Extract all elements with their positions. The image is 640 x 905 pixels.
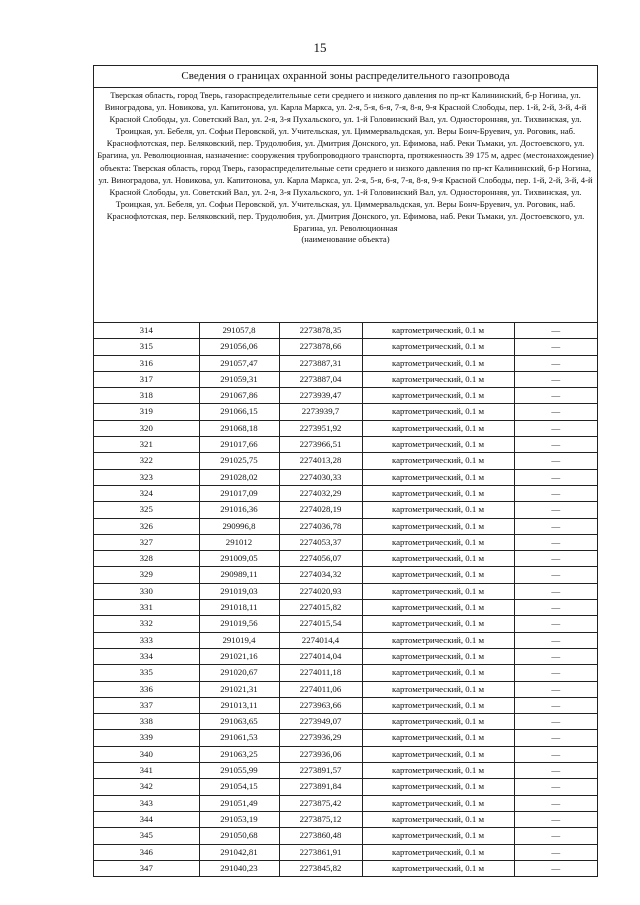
cell-method: картометрический, 0.1 м (362, 453, 514, 469)
cell-coord-y: 2274011,06 (279, 681, 362, 697)
cell-coord-y: 2273966,51 (279, 437, 362, 453)
cell-dash: — (514, 355, 597, 371)
cell-coord-y: 2274015,54 (279, 616, 362, 632)
cell-coord-x: 291050,68 (199, 828, 279, 844)
cell-point-number: 315 (94, 339, 199, 355)
cell-coord-y: 2273936,29 (279, 730, 362, 746)
table-row (94, 681, 597, 697)
coordinates-table-body (94, 323, 597, 876)
cell-coord-x: 291042,81 (199, 844, 279, 860)
cell-coord-y: 2273878,66 (279, 339, 362, 355)
table-row (94, 388, 597, 404)
cell-method: картометрический, 0.1 м (362, 485, 514, 501)
cell-coord-x: 291012 (199, 534, 279, 550)
cell-dash: — (514, 518, 597, 534)
cell-coord-y: 2274014,4 (279, 632, 362, 648)
cell-point-number: 346 (94, 844, 199, 860)
table-row (94, 534, 597, 550)
cell-dash: — (514, 404, 597, 420)
cell-method: картометрический, 0.1 м (362, 697, 514, 713)
table-row (94, 437, 597, 453)
cell-coord-x: 291020,67 (199, 665, 279, 681)
cell-method: картометрический, 0.1 м (362, 648, 514, 664)
cell-point-number: 318 (94, 388, 199, 404)
cell-dash: — (551, 862, 561, 873)
cell-coord-x: 291025,75 (199, 453, 279, 469)
cell-method: картометрический, 0.1 м (362, 420, 514, 436)
cell-method: картометрический, 0.1 м (362, 534, 514, 550)
cell-method: картометрический, 0.1 м (362, 437, 514, 453)
cell-dash: — (514, 714, 597, 730)
cell-dash: — (514, 600, 597, 616)
cell-method: картометрический, 0.1 м (362, 323, 514, 339)
cell-dash: — (514, 371, 597, 387)
cell-coord-x: 291059,31 (199, 371, 279, 387)
cell-point-number: 326 (94, 518, 199, 534)
table-row (94, 323, 597, 339)
cell-dash: — (514, 648, 597, 664)
table-row (94, 795, 597, 811)
cell-method: картометрический, 0.1 м (362, 714, 514, 730)
cell-dash: — (514, 420, 597, 436)
cell-coord-y: 2273963,66 (279, 697, 362, 713)
cell-coord-x: 291009,05 (199, 551, 279, 567)
cell-dash: — (514, 502, 597, 518)
cell-point-number: 343 (94, 795, 199, 811)
cell-coord-y: 2274028,19 (279, 502, 362, 518)
cell-method: картометрический, 0.1 м (362, 616, 514, 632)
cell-method: картометрический, 0.1 м (362, 600, 514, 616)
cell-coord-y: 2274030,33 (279, 469, 362, 485)
cell-coord-y: 2273887,31 (279, 355, 362, 371)
cell-coord-y: 2274015,82 (279, 600, 362, 616)
cell-dash: — (514, 811, 597, 827)
cell-dash: — (514, 339, 597, 355)
cell-point-number: 342 (94, 779, 199, 795)
cell-coord-x: 291017,66 (199, 437, 279, 453)
cell-method: картометрический, 0.1 м (362, 811, 514, 827)
cell-coord-y: 2273936,06 (279, 746, 362, 762)
table-row (94, 485, 597, 501)
cell-dash: — (514, 681, 597, 697)
cell-point-number: 317 (94, 371, 199, 387)
cell-dash: — (514, 453, 597, 469)
cell-coord-x: 291068,18 (199, 420, 279, 436)
table-row (94, 648, 597, 664)
cell-dash: — (514, 730, 597, 746)
object-description (94, 88, 597, 323)
cell-coord-y: 2273939,47 (279, 388, 362, 404)
cell-coord-y: 2273875,42 (279, 795, 362, 811)
cell-method: картометрический, 0.1 м (362, 860, 514, 876)
cell-point-number: 339 (94, 730, 199, 746)
cell-coord-x: 291054,15 (199, 779, 279, 795)
cell-coord-x: 291040,23 (199, 860, 279, 876)
cell-coord-x: 291019,03 (199, 583, 279, 599)
cell-coord-y: 2273949,07 (279, 714, 362, 730)
cell-coord-x: 291057,8 (199, 323, 279, 339)
cell-coord-y: 2273887,04 (279, 371, 362, 387)
table-row (94, 518, 597, 534)
cell-method: картометрический, 0.1 м (362, 746, 514, 762)
cell-method: картометрический, 0.1 м (362, 551, 514, 567)
cell-point-number: 333 (94, 632, 199, 648)
cell-point-number: 330 (94, 583, 199, 599)
cell-point-number: 331 (94, 600, 199, 616)
cell-point-number: 320 (94, 420, 199, 436)
cell-method: картометрический, 0.1 м (362, 469, 514, 485)
cell-point-number: 344 (94, 811, 199, 827)
cell-coord-y: 2274020,93 (279, 583, 362, 599)
cell-coord-x: 291053,19 (199, 811, 279, 827)
cell-dash: — (514, 844, 597, 860)
cell-point-number: 338 (94, 714, 199, 730)
cell-method: картометрический, 0.1 м (362, 779, 514, 795)
cell-coord-y: 2273939,7 (279, 404, 362, 420)
cell-dash: — (514, 632, 597, 648)
cell-dash: — (514, 697, 597, 713)
cell-coord-x: 291055,99 (199, 763, 279, 779)
cell-dash: — (514, 795, 597, 811)
cell-dash: — (514, 616, 597, 632)
cell-dash: — (514, 567, 597, 583)
cell-coord-y: 2274014,04 (279, 648, 362, 664)
cell-coord-y: 2274053,37 (279, 534, 362, 550)
coordinates-table (94, 323, 597, 876)
cell-coord-y: 2273951,92 (279, 420, 362, 436)
cell-method: картометрический, 0.1 м (362, 632, 514, 648)
cell-point-number: 345 (94, 828, 199, 844)
table-row (94, 469, 597, 485)
cell-dash: — (514, 551, 597, 567)
cell-point-number: 337 (94, 697, 199, 713)
table-row (94, 404, 597, 420)
cell-point-number: 327 (94, 534, 199, 550)
cell-dash: — (514, 469, 597, 485)
table-row (94, 551, 597, 567)
cell-coord-y: 2273891,84 (279, 779, 362, 795)
cell-coord-x: 291017,09 (199, 485, 279, 501)
table-row (94, 779, 597, 795)
cell-point-number: 336 (94, 681, 199, 697)
cell-point-number: 329 (94, 567, 199, 583)
table-row (94, 665, 597, 681)
cell-point-number: 325 (94, 502, 199, 518)
cell-dash: — (514, 746, 597, 762)
table-row (94, 860, 597, 876)
cell-coord-x: 291013,11 (199, 697, 279, 713)
cell-method: картометрический, 0.1 м (362, 665, 514, 681)
cell-coord-x: 291021,31 (199, 681, 279, 697)
table-row (94, 600, 597, 616)
table-row (94, 453, 597, 469)
cell-point-number: 323 (94, 469, 199, 485)
cell-method: картометрический, 0.1 м (362, 583, 514, 599)
cell-coord-y: 2274036,78 (279, 518, 362, 534)
cell-coord-y: 2273875,12 (279, 811, 362, 827)
table-row (94, 811, 597, 827)
table-row (94, 746, 597, 762)
cell-dash: — (514, 665, 597, 681)
cell-coord-y: 2274013,28 (279, 453, 362, 469)
cell-method: картометрический, 0.1 м (362, 388, 514, 404)
cell-coord-x: 291051,49 (199, 795, 279, 811)
table-row (94, 583, 597, 599)
cell-point-number: 321 (94, 437, 199, 453)
cell-dash: — (514, 583, 597, 599)
cell-method: картометрический, 0.1 м (362, 518, 514, 534)
cell-point-number: 347 (94, 860, 199, 876)
page-number: 15 (313, 40, 327, 55)
cell-coord-x: 291028,02 (199, 469, 279, 485)
cell-method: картометрический, 0.1 м (362, 371, 514, 387)
cell-method: картометрический, 0.1 м (362, 681, 514, 697)
table-row (94, 420, 597, 436)
cell-coord-y: 2273891,57 (279, 763, 362, 779)
cell-point-number: 319 (94, 404, 199, 420)
table-row (94, 828, 597, 844)
table-row (94, 355, 597, 371)
cell-coord-x: 291056,06 (199, 339, 279, 355)
cell-dash: — (514, 388, 597, 404)
table-row (94, 844, 597, 860)
cell-method: картометрический, 0.1 м (362, 567, 514, 583)
table-row (94, 567, 597, 583)
table-row (94, 371, 597, 387)
cell-point-number: 324 (94, 485, 199, 501)
cell-dash: — (514, 437, 597, 453)
table-row (94, 339, 597, 355)
cell-point-number: 316 (94, 355, 199, 371)
cell-coord-y: 2273860,48 (279, 828, 362, 844)
cell-point-number: 332 (94, 616, 199, 632)
cell-point-number: 335 (94, 665, 199, 681)
cell-coord-x: 291067,86 (199, 388, 279, 404)
cell-coord-x: 291063,25 (199, 746, 279, 762)
cell-method: картометрический, 0.1 м (362, 355, 514, 371)
cell-coord-x: 291057,47 (199, 355, 279, 371)
cell-dash: — (514, 323, 597, 339)
cell-dash: — (514, 485, 597, 501)
table-row (94, 730, 597, 746)
cell-point-number: 314 (94, 323, 199, 339)
cell-method: картометрический, 0.1 м (362, 404, 514, 420)
cell-coord-y: 2274011,18 (279, 665, 362, 681)
cell-point-number: 341 (94, 763, 199, 779)
cell-dash: — (514, 763, 597, 779)
object-description-caption: (наименование объекта) (301, 234, 390, 245)
cell-dash: — (514, 828, 597, 844)
table-row (94, 632, 597, 648)
cell-method: картометрический, 0.1 м (362, 730, 514, 746)
cell-coord-x: 290996,8 (199, 518, 279, 534)
cell-coord-x: 291066,15 (199, 404, 279, 420)
table-row (94, 714, 597, 730)
cell-method: картометрический, 0.1 м (362, 339, 514, 355)
cell-coord-x: 291021,16 (199, 648, 279, 664)
table-row (94, 616, 597, 632)
table-row (94, 763, 597, 779)
cell-dash: — (514, 534, 597, 550)
cell-point-number: 322 (94, 453, 199, 469)
cell-coord-y: 2273845,82 (279, 860, 362, 876)
cell-coord-y: 2274032,29 (279, 485, 362, 501)
cell-coord-x: 291018,11 (199, 600, 279, 616)
cell-coord-x: 291019,56 (199, 616, 279, 632)
cell-point-number: 340 (94, 746, 199, 762)
table-row (94, 697, 597, 713)
table-row (94, 502, 597, 518)
cell-dash: — (514, 779, 597, 795)
table-title: Сведения о границах охранной зоны распределительного газопровода (94, 66, 597, 88)
cell-method: картометрический, 0.1 м (362, 844, 514, 860)
cell-method: картометрический, 0.1 м (362, 795, 514, 811)
cell-coord-y: 2273878,35 (279, 323, 362, 339)
object-description-text: Тверская область, город Тверь, газораспределительные сети среднего и низкого давления по пр-кт Калининский, б-р Ногина, ул. Виноградова, ул. Новикова, ул. Капитонова, ул. Карла Маркса, ул. 2-я, 5-я, 6-я, 7-я, 8-я, 9-я Красной Слободы, пер. 1-й, 2-й, 3-й, 4-й Красной Слободы, ул. Советский Вал, ул. 2-я, 3-я Пухальского, ул. 1-й Головинский Вал, ул. Односторонняя, ул. Тихвинская, ул. Троицкая, ул. Бебеля, ул. Софьи Перовской, ул. Учительская, ул. Циммервальдская, ул. Веры Бонч-Бруевич, ул. Роговик, наб. Краснофлотская, пер. Беляковский, пер. Трудолюбия, ул. Дмитрия Донского, ул. Ефимова, наб. Реки Тьмаки, ул. Достоевского, ул. Брагина, ул. Революционная, назначение: сооружения трубопроводного транспорта, протяженность 39 175 м, адрес (местонахождение) объекта: Тверская область, город Тверь, газораспределительные сети среднего и низкого давления по пр-кт Калининский, б-р Ногина, ул. Виноградова, ул. Новикова, ул. Капитонова, ул. Карла Маркса, ул. 2-я, 5-я, 6-я, 7-я, 8-я, 9-я Красной Слободы, пер. 1-й, 2-й, 3-й, 4-й Красной Слободы, ул. Советский Вал, ул. 2-я, 3-я Пухальского, ул. 1-й Головинский Вал, ул. Односторонняя, ул. Тихвинская, ул. Троицкая, ул. Бебеля, ул. Софьи Перовской, ул. Учительская, ул. Циммервальдская, ул. Веры Бонч-Бруевич, ул. Роговик, наб. Краснофлотская, пер. Беляковский, пер. Трудолюбия, ул. Дмитрия Донского, ул. Ефимова, наб. Реки Тьмаки, ул. Достоевского, ул. Брагина, ул. Революционная (97, 90, 594, 234)
cell-method: картометрический, 0.1 м (362, 828, 514, 844)
cell-method: картометрический, 0.1 м (362, 502, 514, 518)
cell-coord-x: 291016,36 (199, 502, 279, 518)
cell-method: картометрический, 0.1 м (362, 763, 514, 779)
boundary-table (93, 65, 598, 877)
cell-coord-x: 291063,65 (199, 714, 279, 730)
cell-coord-x: 291061,53 (199, 730, 279, 746)
cell-point-number: 328 (94, 551, 199, 567)
cell-coord-y: 2273861,91 (279, 844, 362, 860)
cell-coord-x: 291019,4 (199, 632, 279, 648)
cell-coord-y: 2274056,07 (279, 551, 362, 567)
cell-coord-y: 2274034,32 (279, 567, 362, 583)
cell-coord-x: 290989,11 (199, 567, 279, 583)
cell-point-number: 334 (94, 648, 199, 664)
